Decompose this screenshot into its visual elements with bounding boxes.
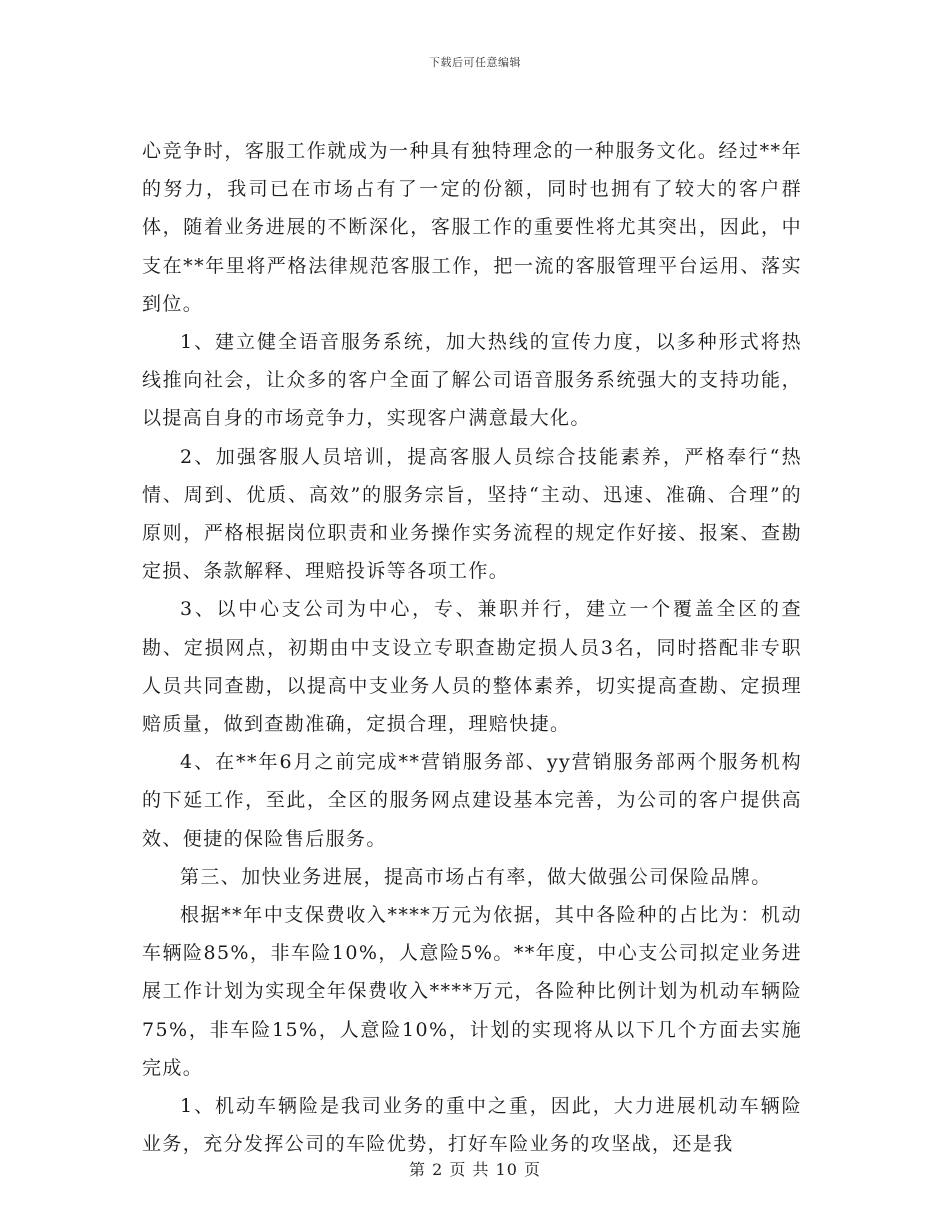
document-body: [142, 132, 802, 1163]
paragraph-5: 4、在**年6月之前完成**营销服务部、yy营销服务部两个服务机构的下延工作，至此，全区的服务网点建设基本完善，为公司的客户提供高效、便捷的保险售后服务。: [142, 751, 802, 850]
paragraph-6: 第三、加快业务进展，提高市场占有率，做大做强公司保险品牌。: [180, 865, 772, 888]
paragraph-3: 2、加强客服人员培训，提高客服人员综合技能素养，严格奉行“热情、周到、优质、高效”的服务宗旨，坚持“主动、迅速、准确、合理”的原则，严格根据岗位职责和业务操作实务流程的规定作好接、报案、查勘定损、条款解释、理赔投诉等各项工作。: [142, 445, 802, 583]
page-header: 下载后可任意编辑: [429, 56, 521, 69]
page-number: 第 2 页 共 10 页: [409, 1160, 541, 1179]
paragraph-1: 心竞争时，客服工作就成为一种具有独特理念的一种服务文化。经过**年的努力，我司已在市场占有了一定的份额，同时也拥有了较大的客户群体，随着业务进展的不断深化，客服工作的重要性将尤其突出，因此，中支在**年里将严格法律规范客服工作，把一流的客服管理平台运用、落实到位。: [142, 140, 802, 315]
paragraph-7: 根据**年中支保费收入****万元为依据，其中各险种的占比为：机动车辆险85%，非车险10%，人意险5%。**年度，中心支公司拟定业务进展工作计划为实现全年保费收入****万元，各险种比例计划为机动车辆险75%，非车险15%，人意险10%，计划的实现将从以下几个方面去实施完成。: [142, 904, 802, 1079]
paragraph-4: 3、以中心支公司为中心，专、兼职并行，建立一个覆盖全区的查勘、定损网点，初期由中支设立专职查勘定损人员3名，同时搭配非专职人员共同查勘，以提高中支业务人员的整体素养，切实提高查勘、定损理赔质量，做到查勘准确，定损合理，理赔快捷。: [142, 598, 802, 736]
paragraph-8: 1、机动车辆险是我司业务的重中之重，因此，大力进展机动车辆险业务，充分发挥公司的车险优势，打好车险业务的攻坚战，还是我: [142, 1095, 802, 1156]
paragraph-2: 1、建立健全语音服务系统，加大热线的宣传力度，以多种形式将热线推向社会，让众多的客户全面了解公司语音服务系统强大的支持功能，以提高自身的市场竞争力，实现客户满意最大化。: [142, 331, 802, 430]
